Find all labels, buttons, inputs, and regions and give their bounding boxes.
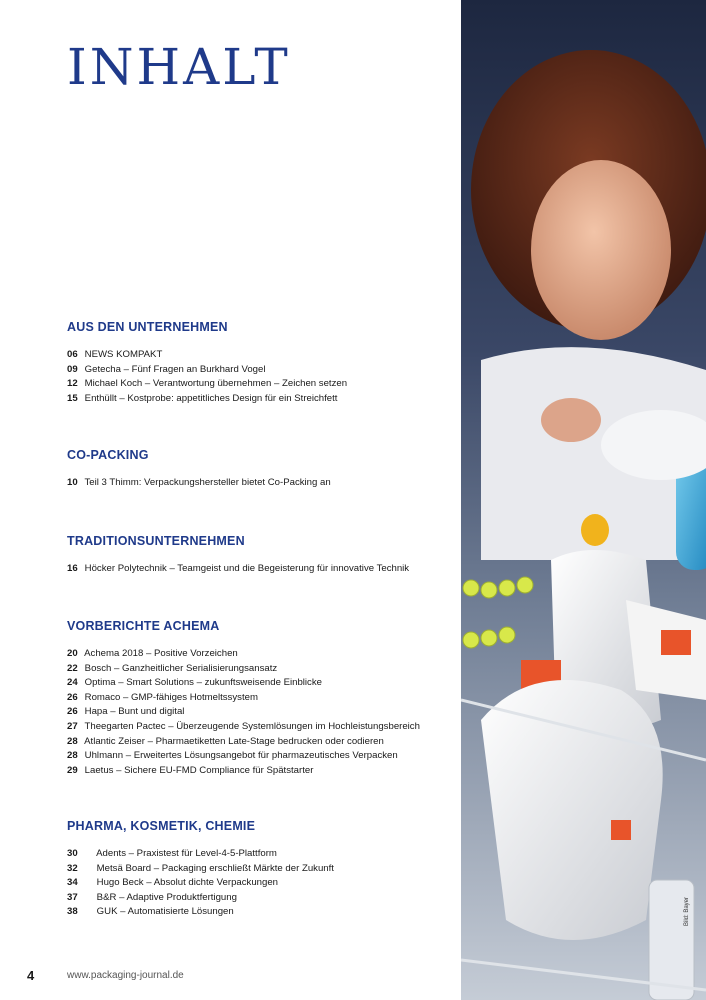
section-heading: TRADITIONSUNTERNEHMEN — [67, 534, 245, 548]
entry-text: NEWS KOMPAKT — [84, 349, 163, 360]
entry-text: Enthüllt – Kostprobe: appetitliches Design für ein Streichfett — [84, 392, 338, 404]
entry-text: Hugo Beck – Absolut dichte Verpackungen — [96, 877, 279, 889]
entry-text: B&R – Adaptive Produktfertigung — [96, 891, 237, 903]
toc-entry[interactable] — [67, 891, 457, 906]
entry-text: Bosch – Ganzheitlicher Serialisierungsansatz — [84, 662, 278, 674]
entry-text: Getecha – Fünf Fragen an Burkhard Vogel — [84, 363, 266, 375]
page-number: 22 — [67, 662, 78, 674]
toc-entry[interactable] — [67, 647, 457, 662]
website-link[interactable]: www.packaging-journal.de — [67, 970, 184, 981]
page-number: 16 — [67, 563, 78, 574]
page-number: 28 — [67, 735, 78, 747]
toc-entry[interactable] — [67, 862, 457, 877]
lab-photo-illustration — [461, 0, 706, 1000]
section-vorberichte-achema — [67, 619, 457, 778]
entry-text: GUK – Automatisierte Lösungen — [96, 906, 234, 918]
entry-text: Höcker Polytechnik – Teamgeist und die Begeisterung für innovative Technik — [84, 563, 410, 574]
page-number: 26 — [67, 691, 78, 703]
section-traditionsunternehmen — [67, 534, 457, 577]
entry-text: Achema 2018 – Positive Vorzeichen — [84, 648, 238, 659]
toc-entry[interactable] — [67, 363, 457, 378]
toc-entry[interactable] — [67, 764, 457, 779]
page-number: 34 — [67, 877, 78, 889]
toc-entry[interactable] — [67, 392, 457, 407]
section-heading: AUS DEN UNTERNEHMEN — [67, 320, 228, 334]
toc-entry[interactable] — [67, 876, 457, 891]
entry-text: Laetus – Sichere EU-FMD Compliance für Spätstarter — [84, 764, 314, 776]
page-number: 38 — [67, 906, 78, 918]
page-number: 37 — [67, 891, 78, 903]
toc-entry[interactable] — [67, 735, 457, 750]
section-co-packing — [67, 448, 457, 491]
page-number: 09 — [67, 363, 78, 375]
page-number: 12 — [67, 378, 78, 390]
toc-entry[interactable] — [67, 562, 457, 577]
page-number: 29 — [67, 764, 78, 776]
entry-text: Hapa – Bunt und digital — [84, 706, 185, 718]
section-pharma-kosmetik-chemie — [67, 819, 457, 920]
photo-credit: Bild: Bayer — [684, 896, 690, 926]
entry-text: Teil 3 Thimm: Verpackungshersteller bietet Co-Packing an — [84, 477, 331, 488]
toc-entry[interactable] — [67, 749, 457, 764]
toc-entry[interactable] — [67, 476, 457, 491]
page-number: 26 — [67, 706, 78, 718]
section-heading: CO-PACKING — [67, 448, 149, 462]
toc-entry[interactable] — [67, 691, 457, 706]
section-aus-den-unternehmen — [67, 320, 457, 406]
toc-entry[interactable] — [67, 377, 457, 392]
page-title: INHALT — [67, 38, 291, 96]
page-number: 24 — [67, 677, 78, 689]
page-number: 10 — [67, 477, 78, 488]
page-number: 28 — [67, 750, 78, 762]
entry-text: Metsä Board – Packaging erschließt Märkte der Zukunft — [96, 862, 334, 874]
entry-text: Optima – Smart Solutions – zukunftsweisende Einblicke — [84, 677, 322, 689]
entry-text: Uhlmann – Erweitertes Lösungsangebot für pharmazeutisches Verpacken — [84, 750, 398, 762]
page-number: 06 — [67, 349, 78, 360]
toc-entry[interactable] — [67, 662, 457, 677]
section-heading: VORBERICHTE ACHEMA — [67, 619, 220, 633]
toc-entry[interactable] — [67, 676, 457, 691]
entry-text: Atlantic Zeiser – Pharmaetiketten Late-Stage bedrucken oder codieren — [84, 735, 384, 747]
page-number: 30 — [67, 848, 78, 859]
page-number: 20 — [67, 648, 78, 659]
lab-photo — [461, 0, 706, 1000]
toc-entry[interactable] — [67, 905, 457, 920]
entry-text: Romaco – GMP-fähiges Hotmeltssystem — [84, 691, 258, 703]
section-heading: PHARMA, KOSMETIK, CHEMIE — [67, 819, 256, 833]
toc-entry[interactable] — [67, 720, 457, 735]
entry-text: Michael Koch – Verantwortung übernehmen – Zeichen setzen — [84, 378, 348, 390]
toc-entry[interactable] — [67, 847, 457, 862]
entry-text: Adents – Praxistest für Level-4-5-Plattform — [96, 848, 277, 859]
entry-text: Theegarten Pactec – Überzeugende Systemlösungen im Hochleistungsbereich — [84, 720, 420, 732]
toc-entry[interactable] — [67, 348, 457, 363]
page-number: 15 — [67, 392, 78, 404]
page-number: 32 — [67, 862, 78, 874]
toc-entry[interactable] — [67, 705, 457, 720]
page-number-footer: 4 — [27, 968, 35, 983]
page-number: 27 — [67, 720, 78, 732]
